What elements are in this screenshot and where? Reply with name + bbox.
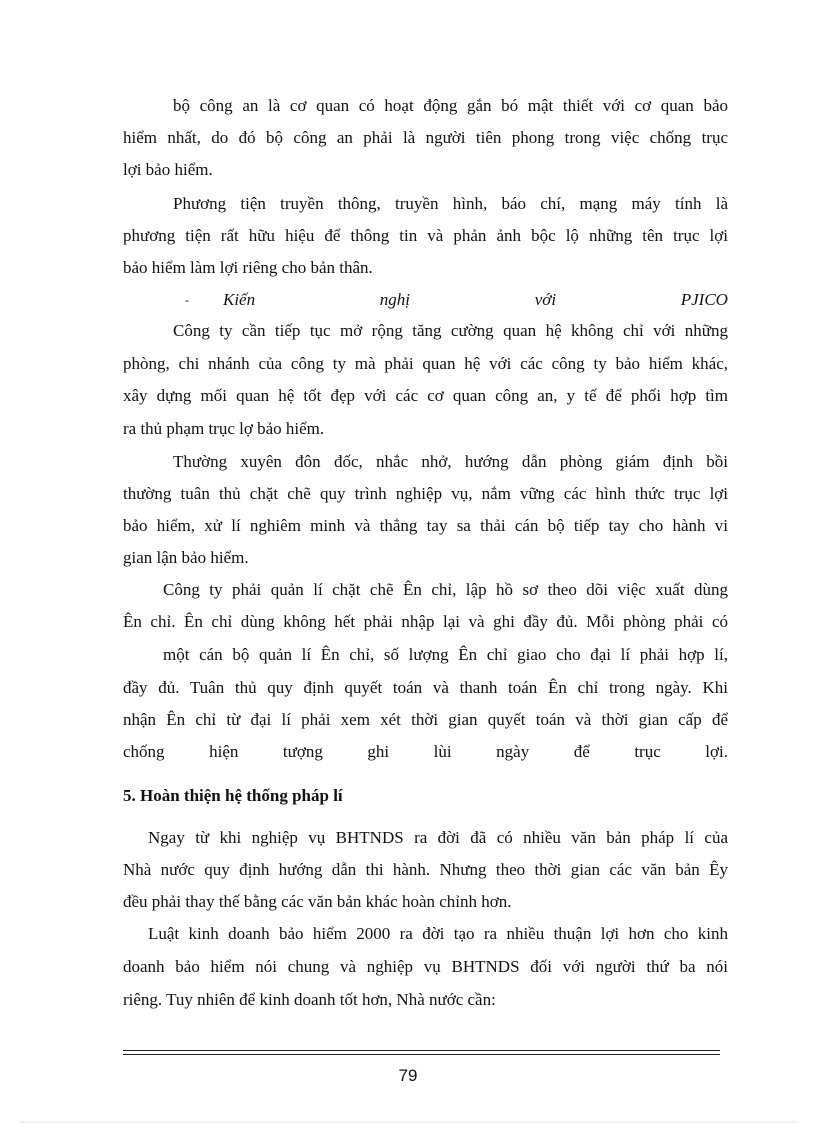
- p1-line-2: hiểm nhất, do đó bộ công an phải là người tiên phong trong việc chống trục: [123, 128, 728, 147]
- p6-line-1: Ngay từ khi nghiệp vụ BHTNDS ra đời đã có nhiều văn bản pháp lí của: [148, 828, 728, 847]
- p2-line-3: bảo hiểm làm lợi riêng cho bản thân.: [123, 258, 373, 277]
- p3-line-4: ra thủ phạm trục lợ bảo hiểm.: [123, 419, 325, 438]
- p7-line-2: doanh bảo hiểm nói chung và nghiệp vụ BHTNDS đối với người thứ ba nói: [123, 957, 728, 976]
- p5-line-4: đầy đủ. Tuân thủ quy định quyết toán và thanh toán Ên chỉ trong ngày. Khi: [123, 678, 728, 697]
- p6-line-3: đều phải thay thế bằng các văn bản khác hoàn chỉnh hơn.: [123, 892, 512, 911]
- subheading-word: nghị: [379, 290, 411, 309]
- p5-line-1: Công ty phải quản lí chặt chẽ Ên chỉ, lập hồ sơ theo dõi việc xuất dùng: [163, 580, 728, 599]
- subheading-word: PJICO: [680, 290, 728, 309]
- subheading-kien-nghi: [185, 289, 728, 311]
- p3-line-2: phòng, chi nhánh của công ty mà phải quan hệ với các công ty bảo hiểm khác,: [123, 354, 728, 373]
- p3-line-1: Công ty cần tiếp tục mở rộng tăng cường quan hệ không chỉ với những: [173, 321, 728, 340]
- p3-line-3: xây dựng mối quan hệ tốt đẹp với các cơ quan công an, y tế để phối hợp tìm: [123, 386, 728, 405]
- subheading-word: với: [534, 290, 557, 309]
- p5-line-2: Ên chỉ. Ên chỉ dùng không hết phải nhập lại và ghi đầy đủ. Mỗi phòng phải có: [123, 612, 728, 631]
- footer-rule: [123, 1054, 720, 1055]
- p5-line-6: chống hiện tượng ghi lùi ngày để trục lợi.: [123, 742, 728, 761]
- p2-line-1: Phương tiện truyền thông, truyền hình, báo chí, mạng máy tính là: [173, 194, 728, 213]
- p1-line-1: bộ công an là cơ quan có hoạt động gắn bó mật thiết với cơ quan bảo: [173, 96, 728, 115]
- p7-line-3: riêng. Tuy nhiên để kinh doanh tốt hơn, Nhà nước cần:: [123, 990, 496, 1009]
- p7-line-1: Luật kinh doanh bảo hiểm 2000 ra đời tạo ra nhiều thuận lợi hơn cho kinh: [148, 924, 728, 943]
- p5-line-5: nhận Ên chỉ từ đại lí phải xem xét thời gian quyết toán và thời gian cấp để: [123, 710, 728, 729]
- footer-rule: [123, 1050, 720, 1051]
- p4-line-1: Thường xuyên đôn đốc, nhắc nhở, hướng dẫn phòng giám định bồi: [173, 452, 728, 471]
- p6-line-2: Nhà nước quy định hướng dẫn thi hành. Nhưng theo thời gian các văn bản Êy: [123, 860, 728, 879]
- section-heading: 5. Hoàn thiện hệ thống pháp lí: [123, 786, 343, 805]
- p4-line-2: thường tuân thủ chặt chẽ quy trình nghiệp vụ, nắm vững các hình thức trục lợi: [123, 484, 728, 503]
- subheading-marker: -: [185, 293, 189, 307]
- p2-line-2: phương tiện rất hữu hiệu để thông tin và phản ảnh bộc lộ những tên trục lợi: [123, 226, 728, 245]
- p4-line-4: gian lận bảo hiểm.: [123, 548, 249, 567]
- p4-line-3: bảo hiểm, xử lí nghiêm minh và thẳng tay sa thải cán bộ tiếp tay cho hành vi: [123, 516, 728, 535]
- p5-line-3: một cán bộ quản lí Ên chỉ, số lượng Ên chỉ giao cho đại lí phải hợp lí,: [163, 645, 728, 664]
- subheading-word: Kiến: [223, 290, 256, 309]
- page-number: 79: [398, 1066, 418, 1085]
- p1-line-3: lợi bảo hiểm.: [123, 160, 213, 179]
